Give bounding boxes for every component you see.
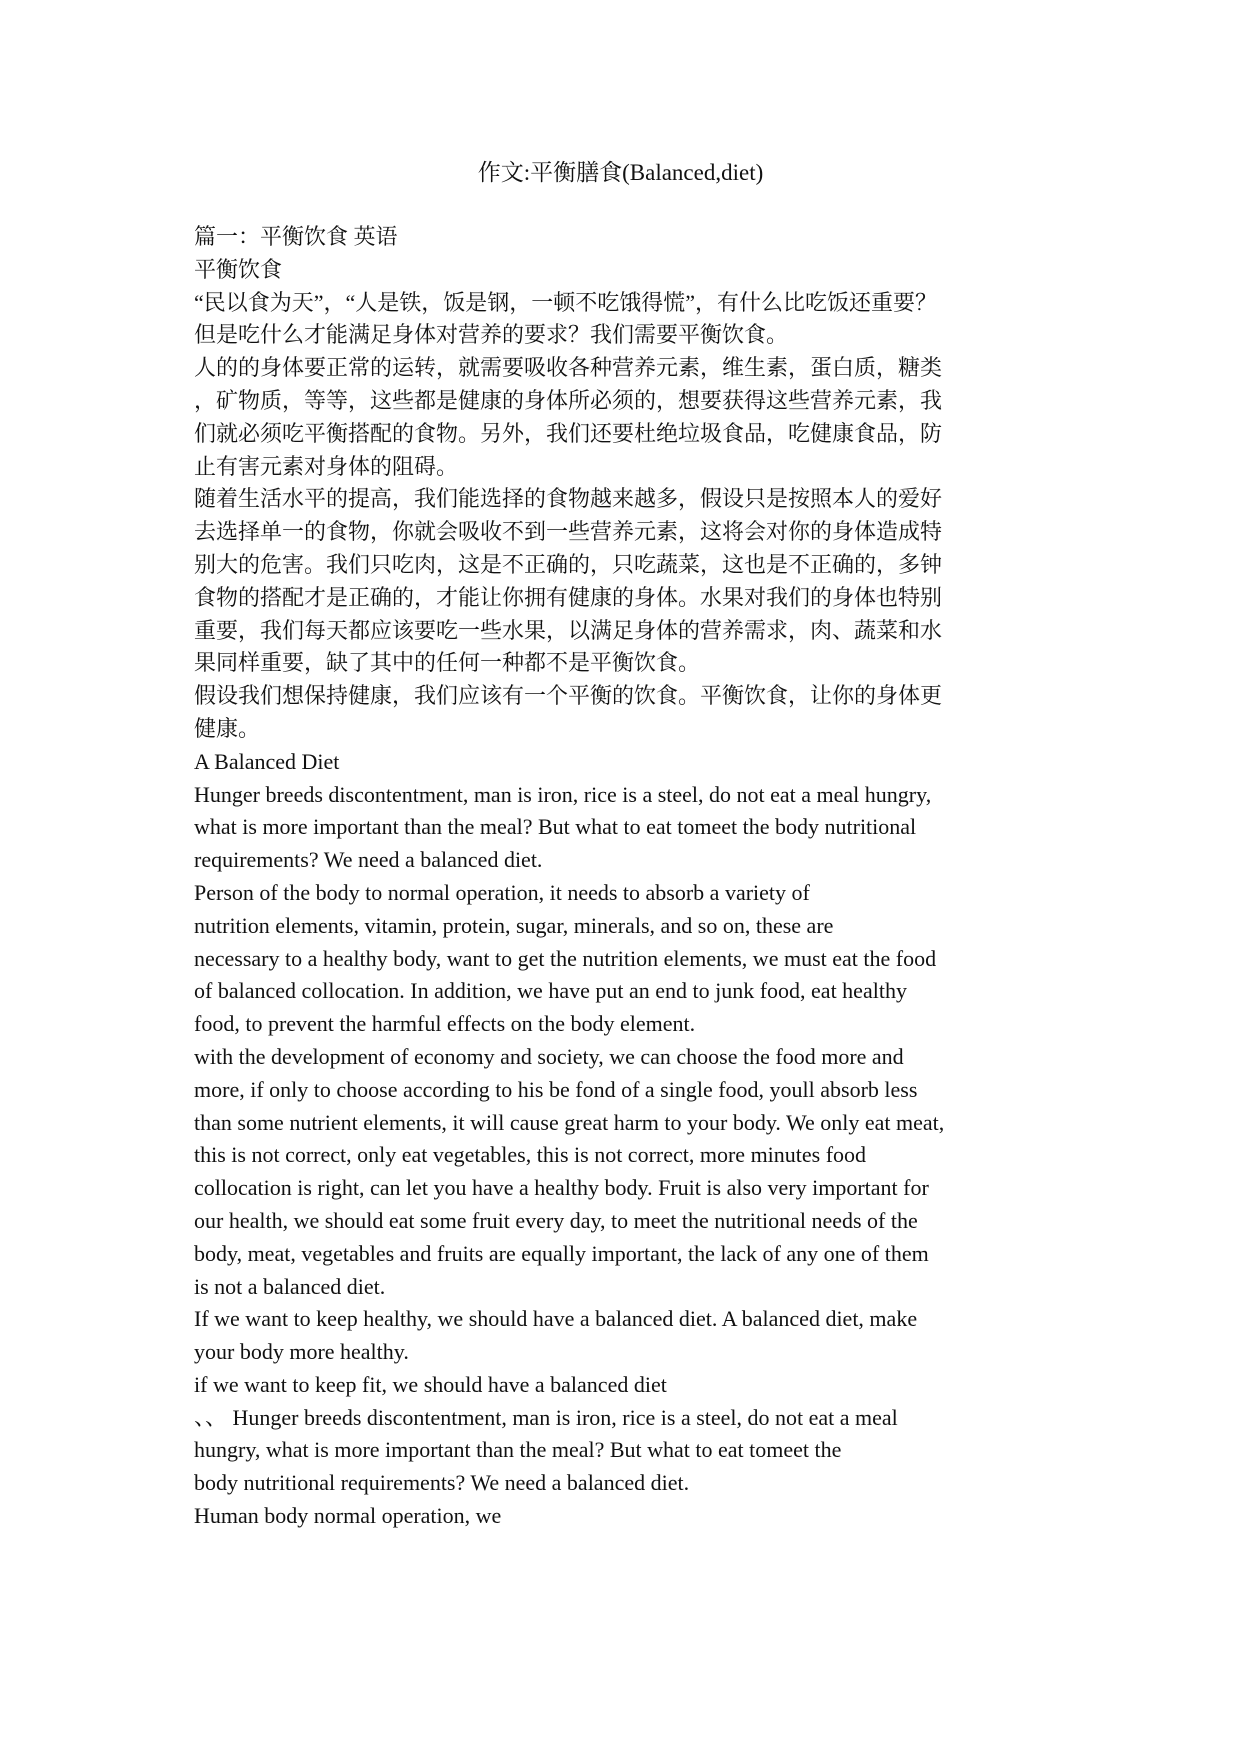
text-line: 果同样重要，缺了其中的任何一种都不是平衡饮食。 bbox=[194, 650, 701, 676]
text-line: of balanced collocation. In addition, we have put an end to junk food, eat healthy bbox=[194, 978, 907, 1004]
text-line: hungry, what is more important than the meal? But what to eat tomeet the bbox=[194, 1437, 842, 1463]
document-body bbox=[194, 221, 1074, 1533]
text-line: 随着生活水平的提高，我们能选择的食物越来越多，假设只是按照本人的爱好 bbox=[194, 486, 943, 512]
text-line: with the development of economy and society, we can choose the food more and bbox=[194, 1043, 904, 1069]
text-line: what is more important than the meal? But what to eat tomeet the body nutritional bbox=[194, 814, 917, 840]
text-line: more, if only to choose according to his be fond of a single food, youll absorb less bbox=[194, 1076, 918, 1102]
text-line: 人的的身体要正常的运转，就需要吸收各种营养元素，维生素，蛋白质，糖类 bbox=[194, 355, 943, 381]
text-line: Hunger breeds discontentment, man is iron, rice is a steel, do not eat a meal hungry, bbox=[194, 781, 932, 807]
text-line: 篇一：平衡饮食 英语 bbox=[194, 224, 398, 249]
text-line: 食物的搭配才是正确的，才能让你拥有健康的身体。水果对我们的身体也特别 bbox=[194, 584, 943, 610]
text-line: this is not correct, only eat vegetables, this is not correct, more minutes food bbox=[194, 1142, 867, 1168]
text-line: 重要，我们每天都应该要吃一些水果，以满足身体的营养需求，肉、蔬菜和水 bbox=[194, 617, 943, 643]
text-line: food, to prevent the harmful effects on the body element. bbox=[194, 1011, 696, 1037]
text-line: “民以食为天”，“人是铁，饭是钢，一顿不吃饿得慌”，有什么比吃饭还重要？ bbox=[194, 289, 938, 315]
text-line: 别大的危害。我们只吃肉，这是不正确的，只吃蔬菜，这也是不正确的，多钟 bbox=[194, 551, 943, 577]
text-line: 平衡饮食 bbox=[194, 256, 283, 282]
text-line: than some nutrient elements, it will cause great harm to your body. We only eat meat, bbox=[194, 1109, 945, 1135]
text-line: Person of the body to normal operation, it needs to absorb a variety of bbox=[194, 879, 810, 905]
text-line: nutrition elements, vitamin, protein, sugar, minerals, and so on, these are bbox=[194, 912, 834, 938]
text-line: if we want to keep fit, we should have a balanced diet bbox=[194, 1371, 667, 1397]
text-line: necessary to a healthy body, want to get the nutrition elements, we must eat the food bbox=[194, 945, 937, 971]
text-line: body nutritional requirements? We need a balanced diet. bbox=[194, 1470, 690, 1496]
text-line: 去选择单一的食物，你就会吸收不到一些营养元素，这将会对你的身体造成特 bbox=[194, 519, 943, 545]
text-line: 止有害元素对身体的阻碍。 bbox=[194, 453, 459, 479]
text-line: 但是吃什么才能满足身体对营养的要求？我们需要平衡饮食。 bbox=[194, 322, 789, 348]
text-line: requirements? We need a balanced diet. bbox=[194, 847, 543, 873]
text-line: 们就必须吃平衡搭配的食物。另外，我们还要杜绝垃圾食品，吃健康食品，防 bbox=[194, 420, 943, 446]
text-line: collocation is right, can let you have a healthy body. Fruit is also very important for bbox=[194, 1175, 929, 1201]
text-line: 健康。 bbox=[194, 715, 261, 741]
text-line: your body more healthy. bbox=[194, 1339, 409, 1365]
text-line: is not a balanced diet. bbox=[194, 1273, 386, 1299]
text-line: ，矿物质，等等，这些都是健康的身体所必须的，想要获得这些营养元素，我 bbox=[194, 387, 943, 413]
text-line: Human body normal operation, we bbox=[194, 1503, 502, 1529]
text-line: our health, we should eat some fruit every day, to meet the nutritional needs of the bbox=[194, 1207, 918, 1233]
text-line: A Balanced Diet bbox=[194, 748, 340, 774]
text-line: body, meat, vegetables and fruits are equally important, the lack of any one of them bbox=[194, 1240, 929, 1266]
text-line: 、、 Hunger breeds discontentment, man is iron, rice is a steel, do not eat a meal bbox=[194, 1404, 898, 1430]
text-line: 假设我们想保持健康，我们应该有一个平衡的饮食。平衡饮食，让你的身体更 bbox=[194, 683, 943, 709]
text-line: If we want to keep healthy, we should have a balanced diet. A balanced diet, make bbox=[194, 1306, 918, 1332]
document-title: 作文:平衡膳食(Balanced,diet) bbox=[477, 160, 764, 185]
